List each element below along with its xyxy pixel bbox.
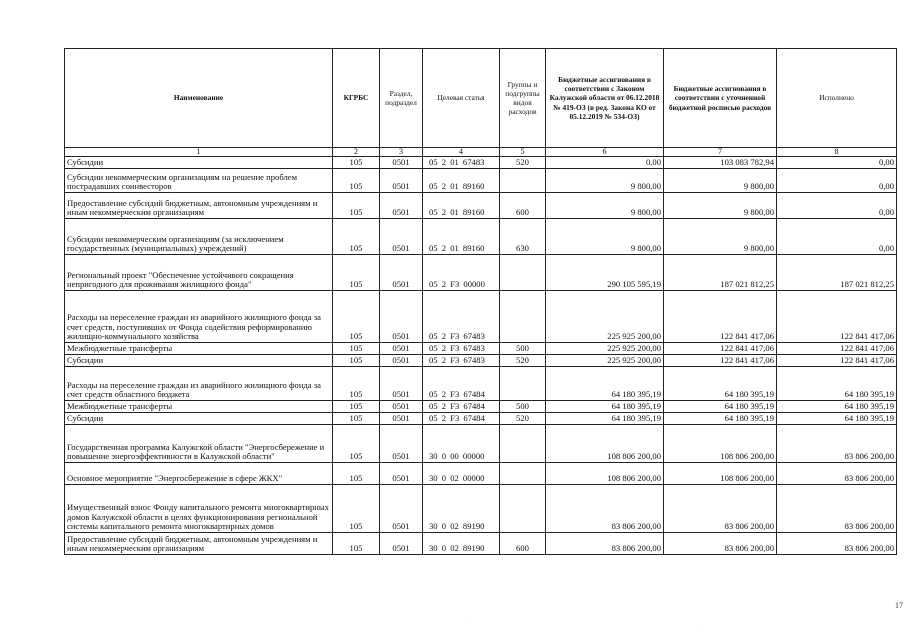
row-section: 0501 xyxy=(380,219,423,255)
row-target-article: 05 2 F3 67484 xyxy=(423,413,500,425)
row-executed: 83 806 200,00 xyxy=(777,425,897,463)
header-name: Наименование xyxy=(65,49,333,148)
row-name: Субсидии xyxy=(65,157,333,169)
row-name: Субсидии некоммерческим организациям на решение проблем пострадавших соинвесторов xyxy=(65,169,333,193)
row-executed: 122 841 417,06 xyxy=(777,291,897,343)
table-row xyxy=(65,355,897,367)
row-kgrbs: 105 xyxy=(333,533,380,555)
row-revised-allocation: 83 806 200,00 xyxy=(664,533,777,555)
row-target-article: 30 0 02 89190 xyxy=(423,533,500,555)
row-kgrbs: 105 xyxy=(333,157,380,169)
row-kgrbs: 105 xyxy=(333,219,380,255)
row-target-article: 05 2 01 89160 xyxy=(423,219,500,255)
row-target-article: 30 0 02 00000 xyxy=(423,463,500,485)
row-section: 0501 xyxy=(380,367,423,401)
row-law-allocation: 9 800,00 xyxy=(546,169,664,193)
row-section: 0501 xyxy=(380,291,423,343)
row-revised-allocation: 108 806 200,00 xyxy=(664,425,777,463)
row-law-allocation: 225 925 200,00 xyxy=(546,343,664,355)
row-kgrbs: 105 xyxy=(333,401,380,413)
table-row xyxy=(65,219,897,255)
header-law-allocations: Бюджетные ассигнования в соответствии с Законом Калужской области от 06.12.2018 № 419-ОЗ (в ред. Закона КО от 05.12.2019 № 534-ОЗ) xyxy=(546,49,664,148)
row-expense-group xyxy=(500,463,546,485)
row-name: Межбюджетные трансферты xyxy=(65,343,333,355)
row-executed: 83 806 200,00 xyxy=(777,533,897,555)
row-target-article: 05 2 F3 67483 xyxy=(423,343,500,355)
header-revised-allocations: Бюджетные ассигнования в соответствии с уточненной бюджетной росписью расходов xyxy=(664,49,777,148)
row-expense-group: 520 xyxy=(500,413,546,425)
row-law-allocation: 83 806 200,00 xyxy=(546,533,664,555)
row-section: 0501 xyxy=(380,413,423,425)
row-expense-group: 600 xyxy=(500,193,546,219)
table-row xyxy=(65,291,897,343)
row-expense-group xyxy=(500,255,546,291)
row-executed: 0,00 xyxy=(777,193,897,219)
row-kgrbs: 105 xyxy=(333,291,380,343)
row-name: Субсидии xyxy=(65,355,333,367)
row-kgrbs: 105 xyxy=(333,193,380,219)
row-revised-allocation: 9 800,00 xyxy=(664,193,777,219)
header-row xyxy=(65,49,897,148)
row-expense-group: 520 xyxy=(500,355,546,367)
row-revised-allocation: 64 180 395,19 xyxy=(664,413,777,425)
row-revised-allocation: 187 021 812,25 xyxy=(664,255,777,291)
row-expense-group: 520 xyxy=(500,157,546,169)
row-law-allocation: 225 925 200,00 xyxy=(546,291,664,343)
row-executed: 187 021 812,25 xyxy=(777,255,897,291)
column-number: 8 xyxy=(777,148,897,157)
column-number: 4 xyxy=(423,148,500,157)
row-target-article: 05 2 F3 67483 xyxy=(423,291,500,343)
row-kgrbs: 105 xyxy=(333,355,380,367)
row-name: Имущественный взнос Фонду капитального ремонта многоквартирных домов Калужской области в целях функционирования региональной системы капитального ремонта многоквартирных домов xyxy=(65,485,333,533)
table-row xyxy=(65,193,897,219)
row-section: 0501 xyxy=(380,485,423,533)
row-name: Государственная программа Калужской области "Энергосбережение и повышение энергоэффективности в Калужской области" xyxy=(65,425,333,463)
row-kgrbs: 105 xyxy=(333,425,380,463)
table-row xyxy=(65,255,897,291)
header-executed: Исполнено xyxy=(777,49,897,148)
row-section: 0501 xyxy=(380,343,423,355)
row-revised-allocation: 9 800,00 xyxy=(664,219,777,255)
row-name: Основное мероприятие "Энергосбережение в сфере ЖКХ" xyxy=(65,463,333,485)
row-executed: 64 180 395,19 xyxy=(777,367,897,401)
row-target-article: 05 2 F3 00000 xyxy=(423,255,500,291)
row-section: 0501 xyxy=(380,157,423,169)
row-name: Межбюджетные трансферты xyxy=(65,401,333,413)
column-number: 7 xyxy=(664,148,777,157)
row-target-article: 05 2 F3 67483 xyxy=(423,355,500,367)
row-revised-allocation: 64 180 395,19 xyxy=(664,401,777,413)
scan-speck: · xyxy=(700,626,702,632)
row-law-allocation: 64 180 395,19 xyxy=(546,367,664,401)
row-name: Региональный проект "Обеспечение устойчивого сокращения непригодного для проживания жилищного фонда" xyxy=(65,255,333,291)
row-executed: 0,00 xyxy=(777,157,897,169)
scan-speck: · xyxy=(470,620,472,626)
row-revised-allocation: 108 806 200,00 xyxy=(664,463,777,485)
row-law-allocation: 225 925 200,00 xyxy=(546,355,664,367)
row-revised-allocation: 122 841 417,06 xyxy=(664,291,777,343)
table-row xyxy=(65,367,897,401)
row-target-article: 05 2 01 89160 xyxy=(423,193,500,219)
table-row xyxy=(65,425,897,463)
row-section: 0501 xyxy=(380,425,423,463)
row-law-allocation: 64 180 395,19 xyxy=(546,401,664,413)
table-row xyxy=(65,401,897,413)
row-name: Субсидии некоммерческим организациям (за исключением государственных (муниципальных) учреждений) xyxy=(65,219,333,255)
row-target-article: 05 2 F3 67484 xyxy=(423,367,500,401)
row-kgrbs: 105 xyxy=(333,169,380,193)
header-target: Целевая статья xyxy=(423,49,500,148)
table-row xyxy=(65,413,897,425)
row-name: Предоставление субсидий бюджетным, автономным учреждениям и иным некоммерческим организациям xyxy=(65,193,333,219)
row-target-article: 30 0 00 00000 xyxy=(423,425,500,463)
row-law-allocation: 290 105 595,19 xyxy=(546,255,664,291)
row-expense-group: 500 xyxy=(500,401,546,413)
row-name: Расходы на переселение граждан из аварийного жилищного фонда за счет средств, поступивших от Фонда содействия реформированию жилищно-коммунального хозяйства xyxy=(65,291,333,343)
table-row xyxy=(65,485,897,533)
row-expense-group: 600 xyxy=(500,533,546,555)
row-law-allocation: 9 800,00 xyxy=(546,193,664,219)
row-target-article: 05 2 01 89160 xyxy=(423,169,500,193)
row-section: 0501 xyxy=(380,193,423,219)
row-section: 0501 xyxy=(380,169,423,193)
budget-execution-table xyxy=(64,48,897,555)
row-section: 0501 xyxy=(380,533,423,555)
column-number: 5 xyxy=(500,148,546,157)
row-name: Расходы на переселение граждан из аварийного жилищного фонда за счет средств областного бюджета xyxy=(65,367,333,401)
row-section: 0501 xyxy=(380,355,423,367)
row-kgrbs: 105 xyxy=(333,255,380,291)
row-section: 0501 xyxy=(380,401,423,413)
row-law-allocation: 108 806 200,00 xyxy=(546,463,664,485)
row-law-allocation: 64 180 395,19 xyxy=(546,413,664,425)
page-number: 17 xyxy=(895,601,903,610)
row-law-allocation: 108 806 200,00 xyxy=(546,425,664,463)
row-expense-group: 500 xyxy=(500,343,546,355)
header-kgrbs: КГРБС xyxy=(333,49,380,148)
row-kgrbs: 105 xyxy=(333,343,380,355)
row-name: Предоставление субсидий бюджетным, автономным учреждениям и иным некоммерческим организациям xyxy=(65,533,333,555)
row-kgrbs: 105 xyxy=(333,367,380,401)
row-revised-allocation: 64 180 395,19 xyxy=(664,367,777,401)
table-row xyxy=(65,169,897,193)
column-number: 1 xyxy=(65,148,333,157)
row-executed: 0,00 xyxy=(777,219,897,255)
row-executed: 64 180 395,19 xyxy=(777,413,897,425)
row-executed: 64 180 395,19 xyxy=(777,401,897,413)
row-kgrbs: 105 xyxy=(333,463,380,485)
row-kgrbs: 105 xyxy=(333,413,380,425)
row-target-article: 05 2 F3 67484 xyxy=(423,401,500,413)
row-executed: 0,00 xyxy=(777,169,897,193)
row-target-article: 30 0 02 89190 xyxy=(423,485,500,533)
row-expense-group xyxy=(500,169,546,193)
row-expense-group xyxy=(500,425,546,463)
header-group: Группы и подгруппы видов расходов xyxy=(500,49,546,148)
row-executed: 122 841 417,06 xyxy=(777,343,897,355)
column-number: 2 xyxy=(333,148,380,157)
column-number: 6 xyxy=(546,148,664,157)
row-expense-group: 630 xyxy=(500,219,546,255)
row-law-allocation: 9 800,00 xyxy=(546,219,664,255)
row-section: 0501 xyxy=(380,463,423,485)
row-section: 0501 xyxy=(380,255,423,291)
row-law-allocation: 0,00 xyxy=(546,157,664,169)
table-row xyxy=(65,533,897,555)
header-section: Раздел, подраздел xyxy=(380,49,423,148)
table-row xyxy=(65,157,897,169)
column-number-row xyxy=(65,148,897,157)
row-executed: 83 806 200,00 xyxy=(777,485,897,533)
table-row xyxy=(65,343,897,355)
row-revised-allocation: 122 841 417,06 xyxy=(664,355,777,367)
row-revised-allocation: 122 841 417,06 xyxy=(664,343,777,355)
row-executed: 122 841 417,06 xyxy=(777,355,897,367)
row-expense-group xyxy=(500,291,546,343)
row-executed: 83 806 200,00 xyxy=(777,463,897,485)
row-law-allocation: 83 806 200,00 xyxy=(546,485,664,533)
row-target-article: 05 2 01 67483 xyxy=(423,157,500,169)
column-number: 3 xyxy=(380,148,423,157)
row-kgrbs: 105 xyxy=(333,485,380,533)
row-revised-allocation: 83 806 200,00 xyxy=(664,485,777,533)
row-revised-allocation: 103 083 782,94 xyxy=(664,157,777,169)
table-row xyxy=(65,463,897,485)
row-name: Субсидии xyxy=(65,413,333,425)
row-revised-allocation: 9 800,00 xyxy=(664,169,777,193)
row-expense-group xyxy=(500,485,546,533)
row-expense-group xyxy=(500,367,546,401)
